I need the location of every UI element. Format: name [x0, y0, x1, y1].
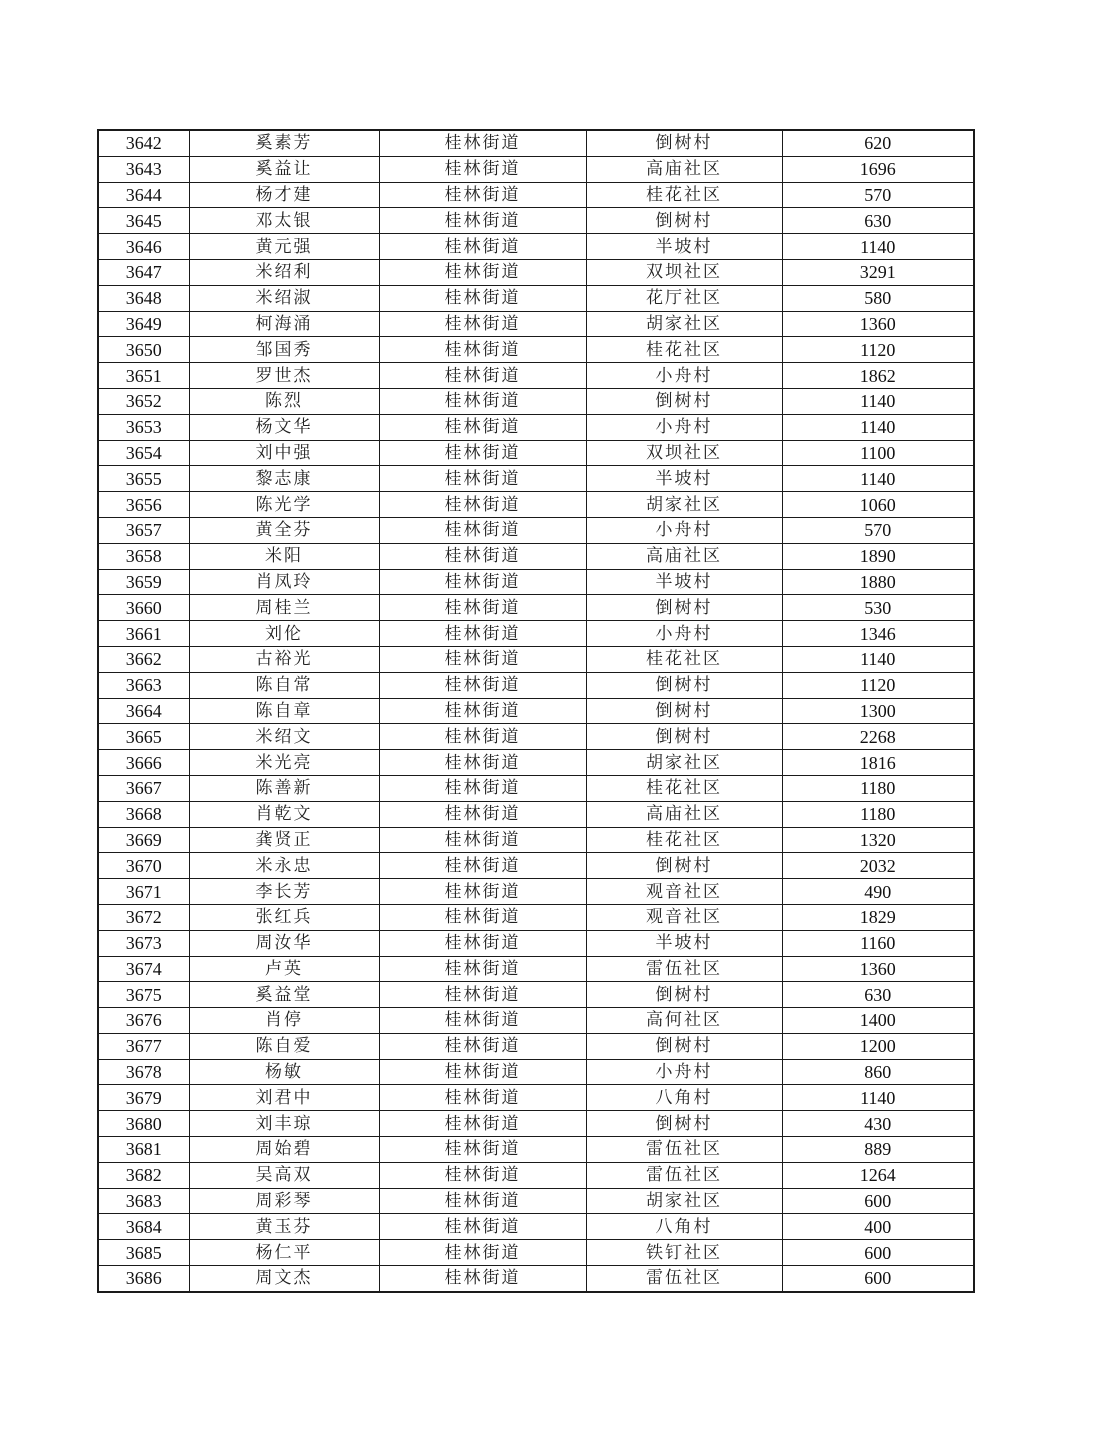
- cell-person-name: 张红兵: [189, 904, 379, 930]
- table-row: [98, 853, 974, 879]
- table-row: [98, 956, 974, 982]
- cell-serial-number: 3666: [98, 750, 189, 776]
- cell-serial-number: 3685: [98, 1240, 189, 1266]
- table-row: [98, 930, 974, 956]
- cell-person-name: 肖乾文: [189, 801, 379, 827]
- cell-serial-number: 3669: [98, 827, 189, 853]
- cell-serial-number: 3645: [98, 208, 189, 234]
- cell-community: 双坝社区: [586, 440, 782, 466]
- cell-community: 雷伍社区: [586, 1137, 782, 1163]
- table-row: [98, 698, 974, 724]
- cell-street: 桂林街道: [379, 569, 586, 595]
- table-row: [98, 234, 974, 260]
- cell-person-name: 邓太银: [189, 208, 379, 234]
- cell-street: 桂林街道: [379, 388, 586, 414]
- cell-amount: 860: [782, 1059, 974, 1085]
- cell-community: 桂花社区: [586, 182, 782, 208]
- cell-amount: 580: [782, 285, 974, 311]
- cell-serial-number: 3677: [98, 1033, 189, 1059]
- cell-street: 桂林街道: [379, 724, 586, 750]
- cell-person-name: 杨文华: [189, 414, 379, 440]
- table-row: [98, 182, 974, 208]
- table-row: [98, 311, 974, 337]
- cell-serial-number: 3675: [98, 982, 189, 1008]
- cell-community: 倒树村: [586, 982, 782, 1008]
- cell-serial-number: 3681: [98, 1137, 189, 1163]
- cell-street: 桂林街道: [379, 285, 586, 311]
- cell-community: 倒树村: [586, 1033, 782, 1059]
- cell-community: 桂花社区: [586, 827, 782, 853]
- cell-amount: 1346: [782, 621, 974, 647]
- cell-community: 高庙社区: [586, 801, 782, 827]
- cell-community: 高庙社区: [586, 156, 782, 182]
- cell-community: 八角村: [586, 1214, 782, 1240]
- cell-street: 桂林街道: [379, 595, 586, 621]
- cell-community: 花厅社区: [586, 285, 782, 311]
- cell-street: 桂林街道: [379, 1111, 586, 1137]
- cell-street: 桂林街道: [379, 440, 586, 466]
- cell-serial-number: 3644: [98, 182, 189, 208]
- cell-serial-number: 3686: [98, 1266, 189, 1292]
- table-row: [98, 595, 974, 621]
- cell-amount: 1140: [782, 234, 974, 260]
- cell-community: 小舟村: [586, 414, 782, 440]
- cell-amount: 1140: [782, 388, 974, 414]
- cell-serial-number: 3648: [98, 285, 189, 311]
- cell-serial-number: 3676: [98, 1008, 189, 1034]
- cell-amount: 1120: [782, 337, 974, 363]
- table-row: [98, 466, 974, 492]
- cell-person-name: 肖停: [189, 1008, 379, 1034]
- cell-person-name: 米永忠: [189, 853, 379, 879]
- cell-street: 桂林街道: [379, 698, 586, 724]
- cell-person-name: 周汝华: [189, 930, 379, 956]
- cell-person-name: 杨仁平: [189, 1240, 379, 1266]
- cell-person-name: 黄玉芬: [189, 1214, 379, 1240]
- table-row: [98, 1188, 974, 1214]
- cell-person-name: 邹国秀: [189, 337, 379, 363]
- cell-person-name: 周彩琴: [189, 1188, 379, 1214]
- cell-amount: 400: [782, 1214, 974, 1240]
- cell-street: 桂林街道: [379, 982, 586, 1008]
- cell-amount: 1264: [782, 1162, 974, 1188]
- cell-amount: 1320: [782, 827, 974, 853]
- cell-person-name: 陈自章: [189, 698, 379, 724]
- cell-street: 桂林街道: [379, 363, 586, 389]
- cell-person-name: 米光亮: [189, 750, 379, 776]
- cell-serial-number: 3657: [98, 517, 189, 543]
- cell-amount: 1829: [782, 904, 974, 930]
- cell-person-name: 杨敏: [189, 1059, 379, 1085]
- cell-person-name: 奚益让: [189, 156, 379, 182]
- cell-serial-number: 3642: [98, 130, 189, 156]
- table-row: [98, 1059, 974, 1085]
- cell-community: 高何社区: [586, 1008, 782, 1034]
- cell-street: 桂林街道: [379, 208, 586, 234]
- cell-person-name: 周桂兰: [189, 595, 379, 621]
- cell-serial-number: 3651: [98, 363, 189, 389]
- cell-serial-number: 3660: [98, 595, 189, 621]
- cell-amount: 1816: [782, 750, 974, 776]
- cell-street: 桂林街道: [379, 543, 586, 569]
- cell-amount: 1890: [782, 543, 974, 569]
- table-row: [98, 337, 974, 363]
- cell-amount: 600: [782, 1266, 974, 1292]
- cell-amount: 1200: [782, 1033, 974, 1059]
- cell-serial-number: 3679: [98, 1085, 189, 1111]
- cell-person-name: 黎志康: [189, 466, 379, 492]
- cell-street: 桂林街道: [379, 750, 586, 776]
- cell-serial-number: 3671: [98, 879, 189, 905]
- cell-serial-number: 3655: [98, 466, 189, 492]
- table-row: [98, 1137, 974, 1163]
- cell-street: 桂林街道: [379, 1137, 586, 1163]
- table-row: [98, 827, 974, 853]
- cell-community: 桂花社区: [586, 775, 782, 801]
- cell-person-name: 刘中强: [189, 440, 379, 466]
- cell-person-name: 陈善新: [189, 775, 379, 801]
- cell-amount: 600: [782, 1188, 974, 1214]
- cell-amount: 1400: [782, 1008, 974, 1034]
- table-row: [98, 801, 974, 827]
- cell-street: 桂林街道: [379, 827, 586, 853]
- cell-street: 桂林街道: [379, 956, 586, 982]
- cell-amount: 570: [782, 517, 974, 543]
- cell-street: 桂林街道: [379, 930, 586, 956]
- cell-community: 观音社区: [586, 879, 782, 905]
- cell-person-name: 米阳: [189, 543, 379, 569]
- cell-street: 桂林街道: [379, 1188, 586, 1214]
- cell-street: 桂林街道: [379, 130, 586, 156]
- table-row: [98, 285, 974, 311]
- cell-person-name: 刘丰琼: [189, 1111, 379, 1137]
- cell-amount: 430: [782, 1111, 974, 1137]
- cell-street: 桂林街道: [379, 1085, 586, 1111]
- cell-community: 观音社区: [586, 904, 782, 930]
- cell-amount: 1140: [782, 646, 974, 672]
- cell-amount: 1862: [782, 363, 974, 389]
- cell-street: 桂林街道: [379, 156, 586, 182]
- cell-amount: 1160: [782, 930, 974, 956]
- cell-serial-number: 3670: [98, 853, 189, 879]
- cell-person-name: 龚贤正: [189, 827, 379, 853]
- cell-community: 半坡村: [586, 930, 782, 956]
- cell-street: 桂林街道: [379, 672, 586, 698]
- cell-community: 雷伍社区: [586, 956, 782, 982]
- cell-community: 胡家社区: [586, 1188, 782, 1214]
- cell-community: 倒树村: [586, 388, 782, 414]
- cell-person-name: 刘伦: [189, 621, 379, 647]
- cell-amount: 1060: [782, 492, 974, 518]
- cell-serial-number: 3646: [98, 234, 189, 260]
- table-row: [98, 672, 974, 698]
- cell-serial-number: 3682: [98, 1162, 189, 1188]
- table-row: [98, 208, 974, 234]
- cell-street: 桂林街道: [379, 646, 586, 672]
- cell-amount: 889: [782, 1137, 974, 1163]
- cell-street: 桂林街道: [379, 337, 586, 363]
- cell-serial-number: 3643: [98, 156, 189, 182]
- cell-amount: 1300: [782, 698, 974, 724]
- cell-serial-number: 3654: [98, 440, 189, 466]
- cell-community: 胡家社区: [586, 750, 782, 776]
- cell-person-name: 肖凤玲: [189, 569, 379, 595]
- cell-street: 桂林街道: [379, 879, 586, 905]
- cell-amount: 1120: [782, 672, 974, 698]
- cell-serial-number: 3680: [98, 1111, 189, 1137]
- cell-serial-number: 3650: [98, 337, 189, 363]
- cell-street: 桂林街道: [379, 1008, 586, 1034]
- cell-serial-number: 3661: [98, 621, 189, 647]
- cell-community: 桂花社区: [586, 646, 782, 672]
- cell-serial-number: 3683: [98, 1188, 189, 1214]
- table-row: [98, 724, 974, 750]
- cell-person-name: 杨才建: [189, 182, 379, 208]
- cell-street: 桂林街道: [379, 853, 586, 879]
- cell-person-name: 奚素芳: [189, 130, 379, 156]
- cell-community: 半坡村: [586, 234, 782, 260]
- cell-community: 小舟村: [586, 517, 782, 543]
- cell-community: 胡家社区: [586, 492, 782, 518]
- cell-serial-number: 3684: [98, 1214, 189, 1240]
- cell-serial-number: 3678: [98, 1059, 189, 1085]
- cell-person-name: 陈自爱: [189, 1033, 379, 1059]
- cell-community: 雷伍社区: [586, 1266, 782, 1292]
- table-row: [98, 646, 974, 672]
- table-row: [98, 1111, 974, 1137]
- cell-serial-number: 3653: [98, 414, 189, 440]
- cell-person-name: 罗世杰: [189, 363, 379, 389]
- cell-street: 桂林街道: [379, 1240, 586, 1266]
- table-row: [98, 775, 974, 801]
- cell-street: 桂林街道: [379, 311, 586, 337]
- cell-community: 倒树村: [586, 724, 782, 750]
- cell-community: 双坝社区: [586, 259, 782, 285]
- cell-serial-number: 3667: [98, 775, 189, 801]
- cell-serial-number: 3658: [98, 543, 189, 569]
- cell-amount: 1140: [782, 466, 974, 492]
- cell-amount: 630: [782, 982, 974, 1008]
- table-row: [98, 904, 974, 930]
- cell-person-name: 米绍利: [189, 259, 379, 285]
- cell-community: 小舟村: [586, 1059, 782, 1085]
- cell-community: 倒树村: [586, 1111, 782, 1137]
- cell-street: 桂林街道: [379, 904, 586, 930]
- cell-amount: 3291: [782, 259, 974, 285]
- table-row: [98, 621, 974, 647]
- cell-serial-number: 3674: [98, 956, 189, 982]
- cell-street: 桂林街道: [379, 414, 586, 440]
- table-row: [98, 1240, 974, 1266]
- cell-community: 雷伍社区: [586, 1162, 782, 1188]
- cell-community: 胡家社区: [586, 311, 782, 337]
- cell-amount: 1140: [782, 414, 974, 440]
- cell-person-name: 米绍文: [189, 724, 379, 750]
- cell-community: 桂花社区: [586, 337, 782, 363]
- cell-person-name: 李长芳: [189, 879, 379, 905]
- cell-amount: 1180: [782, 775, 974, 801]
- cell-street: 桂林街道: [379, 801, 586, 827]
- table-row: [98, 1162, 974, 1188]
- cell-amount: 1880: [782, 569, 974, 595]
- cell-amount: 1180: [782, 801, 974, 827]
- cell-amount: 490: [782, 879, 974, 905]
- cell-amount: 600: [782, 1240, 974, 1266]
- cell-serial-number: 3652: [98, 388, 189, 414]
- cell-person-name: 陈自常: [189, 672, 379, 698]
- cell-amount: 620: [782, 130, 974, 156]
- cell-community: 小舟村: [586, 621, 782, 647]
- cell-amount: 530: [782, 595, 974, 621]
- table-row: [98, 414, 974, 440]
- cell-street: 桂林街道: [379, 1059, 586, 1085]
- table-row: [98, 363, 974, 389]
- cell-serial-number: 3664: [98, 698, 189, 724]
- cell-serial-number: 3662: [98, 646, 189, 672]
- cell-street: 桂林街道: [379, 517, 586, 543]
- cell-street: 桂林街道: [379, 234, 586, 260]
- cell-serial-number: 3656: [98, 492, 189, 518]
- table-body: [98, 130, 974, 1292]
- cell-community: 倒树村: [586, 853, 782, 879]
- data-table: [97, 129, 975, 1293]
- table-row: [98, 517, 974, 543]
- table-row: [98, 388, 974, 414]
- cell-amount: 1360: [782, 311, 974, 337]
- cell-serial-number: 3665: [98, 724, 189, 750]
- table-row: [98, 879, 974, 905]
- cell-community: 倒树村: [586, 130, 782, 156]
- cell-street: 桂林街道: [379, 259, 586, 285]
- cell-community: 倒树村: [586, 672, 782, 698]
- cell-serial-number: 3659: [98, 569, 189, 595]
- cell-community: 半坡村: [586, 569, 782, 595]
- cell-amount: 1140: [782, 1085, 974, 1111]
- cell-street: 桂林街道: [379, 492, 586, 518]
- cell-community: 半坡村: [586, 466, 782, 492]
- table-row: [98, 492, 974, 518]
- cell-street: 桂林街道: [379, 775, 586, 801]
- table-row: [98, 543, 974, 569]
- cell-serial-number: 3663: [98, 672, 189, 698]
- table-row: [98, 1266, 974, 1292]
- cell-community: 小舟村: [586, 363, 782, 389]
- cell-serial-number: 3647: [98, 259, 189, 285]
- cell-community: 铁钉社区: [586, 1240, 782, 1266]
- cell-serial-number: 3672: [98, 904, 189, 930]
- cell-person-name: 黄全芬: [189, 517, 379, 543]
- cell-community: 倒树村: [586, 595, 782, 621]
- cell-community: 高庙社区: [586, 543, 782, 569]
- cell-street: 桂林街道: [379, 1033, 586, 1059]
- cell-amount: 1100: [782, 440, 974, 466]
- cell-amount: 1696: [782, 156, 974, 182]
- cell-serial-number: 3673: [98, 930, 189, 956]
- table-row: [98, 440, 974, 466]
- cell-person-name: 陈烈: [189, 388, 379, 414]
- table-row: [98, 1008, 974, 1034]
- cell-street: 桂林街道: [379, 1266, 586, 1292]
- table-row: [98, 156, 974, 182]
- cell-amount: 2268: [782, 724, 974, 750]
- cell-amount: 570: [782, 182, 974, 208]
- cell-community: 倒树村: [586, 208, 782, 234]
- cell-person-name: 刘君中: [189, 1085, 379, 1111]
- cell-person-name: 米绍淑: [189, 285, 379, 311]
- table-row: [98, 569, 974, 595]
- cell-amount: 1360: [782, 956, 974, 982]
- table-row: [98, 982, 974, 1008]
- table-row: [98, 1033, 974, 1059]
- cell-person-name: 古裕光: [189, 646, 379, 672]
- cell-serial-number: 3668: [98, 801, 189, 827]
- cell-street: 桂林街道: [379, 182, 586, 208]
- cell-amount: 2032: [782, 853, 974, 879]
- cell-person-name: 柯海涌: [189, 311, 379, 337]
- cell-person-name: 周始碧: [189, 1137, 379, 1163]
- table-row: [98, 1214, 974, 1240]
- cell-person-name: 奚益堂: [189, 982, 379, 1008]
- cell-person-name: 陈光学: [189, 492, 379, 518]
- table-row: [98, 259, 974, 285]
- cell-community: 倒树村: [586, 698, 782, 724]
- table-row: [98, 1085, 974, 1111]
- cell-person-name: 吴高双: [189, 1162, 379, 1188]
- cell-amount: 630: [782, 208, 974, 234]
- cell-street: 桂林街道: [379, 466, 586, 492]
- cell-community: 八角村: [586, 1085, 782, 1111]
- cell-street: 桂林街道: [379, 621, 586, 647]
- cell-street: 桂林街道: [379, 1214, 586, 1240]
- cell-person-name: 黄元强: [189, 234, 379, 260]
- cell-serial-number: 3649: [98, 311, 189, 337]
- cell-street: 桂林街道: [379, 1162, 586, 1188]
- table-row: [98, 750, 974, 776]
- cell-person-name: 卢英: [189, 956, 379, 982]
- cell-person-name: 周文杰: [189, 1266, 379, 1292]
- table-row: [98, 130, 974, 156]
